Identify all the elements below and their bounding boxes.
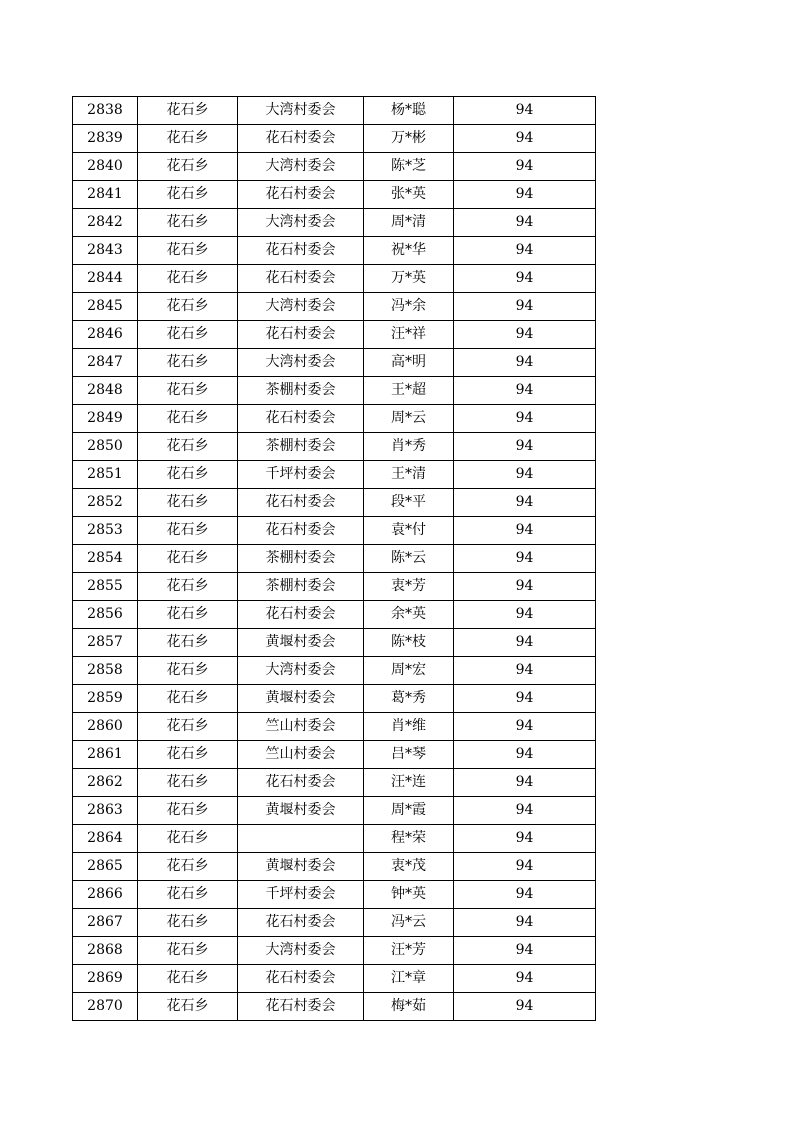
row-number-cell: 2868	[73, 937, 138, 965]
name-cell: 衷*茂	[364, 853, 454, 881]
town-cell: 花石乡	[138, 461, 238, 489]
table-row	[73, 881, 596, 909]
row-number-cell: 2845	[73, 293, 138, 321]
town-cell: 花石乡	[138, 517, 238, 545]
town-cell: 花石乡	[138, 993, 238, 1021]
row-number-cell: 2838	[73, 97, 138, 125]
row-number-cell: 2840	[73, 153, 138, 181]
name-cell: 段*平	[364, 489, 454, 517]
score-cell: 94	[454, 797, 596, 825]
town-cell: 花石乡	[138, 349, 238, 377]
row-number-cell: 2858	[73, 657, 138, 685]
score-cell: 94	[454, 713, 596, 741]
village-cell: 黄堰村委会	[238, 797, 364, 825]
score-cell: 94	[454, 573, 596, 601]
town-cell: 花石乡	[138, 377, 238, 405]
score-cell: 94	[454, 433, 596, 461]
village-cell: 茶棚村委会	[238, 433, 364, 461]
score-cell: 94	[454, 769, 596, 797]
name-cell: 陈*芝	[364, 153, 454, 181]
name-cell: 钟*英	[364, 881, 454, 909]
name-cell: 冯*余	[364, 293, 454, 321]
name-cell: 陈*云	[364, 545, 454, 573]
table-row	[73, 993, 596, 1021]
town-cell: 花石乡	[138, 265, 238, 293]
village-cell: 花石村委会	[238, 993, 364, 1021]
score-cell: 94	[454, 349, 596, 377]
village-cell: 黄堰村委会	[238, 853, 364, 881]
name-cell: 周*宏	[364, 657, 454, 685]
village-cell: 竺山村委会	[238, 741, 364, 769]
village-cell: 茶棚村委会	[238, 545, 364, 573]
town-cell: 花石乡	[138, 713, 238, 741]
score-cell: 94	[454, 97, 596, 125]
town-cell: 花石乡	[138, 237, 238, 265]
name-cell: 衷*芳	[364, 573, 454, 601]
data-table	[72, 96, 596, 1021]
town-cell: 花石乡	[138, 97, 238, 125]
town-cell: 花石乡	[138, 881, 238, 909]
town-cell: 花石乡	[138, 909, 238, 937]
score-cell: 94	[454, 629, 596, 657]
town-cell: 花石乡	[138, 769, 238, 797]
score-cell: 94	[454, 321, 596, 349]
score-cell: 94	[454, 489, 596, 517]
score-cell: 94	[454, 517, 596, 545]
score-cell: 94	[454, 209, 596, 237]
village-cell: 花石村委会	[238, 965, 364, 993]
row-number-cell: 2869	[73, 965, 138, 993]
town-cell: 花石乡	[138, 825, 238, 853]
town-cell: 花石乡	[138, 629, 238, 657]
village-cell: 花石村委会	[238, 405, 364, 433]
row-number-cell: 2841	[73, 181, 138, 209]
table-row	[73, 853, 596, 881]
score-cell: 94	[454, 741, 596, 769]
row-number-cell: 2852	[73, 489, 138, 517]
village-cell: 花石村委会	[238, 517, 364, 545]
village-cell: 大湾村委会	[238, 937, 364, 965]
name-cell: 杨*聪	[364, 97, 454, 125]
village-cell: 花石村委会	[238, 489, 364, 517]
town-cell: 花石乡	[138, 545, 238, 573]
row-number-cell: 2870	[73, 993, 138, 1021]
table-row	[73, 573, 596, 601]
name-cell: 程*荣	[364, 825, 454, 853]
score-cell: 94	[454, 237, 596, 265]
score-cell: 94	[454, 881, 596, 909]
row-number-cell: 2842	[73, 209, 138, 237]
table-row	[73, 461, 596, 489]
row-number-cell: 2867	[73, 909, 138, 937]
name-cell: 万*彬	[364, 125, 454, 153]
town-cell: 花石乡	[138, 433, 238, 461]
village-cell: 茶棚村委会	[238, 377, 364, 405]
name-cell: 王*超	[364, 377, 454, 405]
village-cell: 大湾村委会	[238, 293, 364, 321]
table-row	[73, 181, 596, 209]
score-cell: 94	[454, 265, 596, 293]
row-number-cell: 2849	[73, 405, 138, 433]
village-cell: 花石村委会	[238, 321, 364, 349]
town-cell: 花石乡	[138, 181, 238, 209]
row-number-cell: 2860	[73, 713, 138, 741]
score-cell: 94	[454, 601, 596, 629]
name-cell: 汪*连	[364, 769, 454, 797]
row-number-cell: 2857	[73, 629, 138, 657]
name-cell: 张*英	[364, 181, 454, 209]
row-number-cell: 2844	[73, 265, 138, 293]
table-row	[73, 713, 596, 741]
row-number-cell: 2864	[73, 825, 138, 853]
row-number-cell: 2856	[73, 601, 138, 629]
score-cell: 94	[454, 657, 596, 685]
village-cell: 花石村委会	[238, 125, 364, 153]
name-cell: 梅*茹	[364, 993, 454, 1021]
table-row	[73, 321, 596, 349]
row-number-cell: 2846	[73, 321, 138, 349]
score-cell: 94	[454, 909, 596, 937]
town-cell: 花石乡	[138, 853, 238, 881]
name-cell: 吕*琴	[364, 741, 454, 769]
row-number-cell: 2855	[73, 573, 138, 601]
score-cell: 94	[454, 993, 596, 1021]
village-cell: 花石村委会	[238, 237, 364, 265]
town-cell: 花石乡	[138, 125, 238, 153]
name-cell: 汪*芳	[364, 937, 454, 965]
table-row	[73, 629, 596, 657]
town-cell: 花石乡	[138, 573, 238, 601]
row-number-cell: 2863	[73, 797, 138, 825]
table-row	[73, 125, 596, 153]
score-cell: 94	[454, 853, 596, 881]
row-number-cell: 2839	[73, 125, 138, 153]
town-cell: 花石乡	[138, 797, 238, 825]
table-row	[73, 265, 596, 293]
name-cell: 祝*华	[364, 237, 454, 265]
name-cell: 江*章	[364, 965, 454, 993]
table-row	[73, 405, 596, 433]
village-cell: 千坪村委会	[238, 881, 364, 909]
table-row	[73, 237, 596, 265]
row-number-cell: 2850	[73, 433, 138, 461]
village-cell: 大湾村委会	[238, 97, 364, 125]
village-cell: 大湾村委会	[238, 209, 364, 237]
village-cell: 花石村委会	[238, 265, 364, 293]
village-cell: 茶棚村委会	[238, 573, 364, 601]
table-row	[73, 769, 596, 797]
table-row	[73, 685, 596, 713]
table-row	[73, 349, 596, 377]
score-cell: 94	[454, 377, 596, 405]
table-row	[73, 937, 596, 965]
row-number-cell: 2859	[73, 685, 138, 713]
row-number-cell: 2853	[73, 517, 138, 545]
name-cell: 袁*付	[364, 517, 454, 545]
town-cell: 花石乡	[138, 741, 238, 769]
score-cell: 94	[454, 125, 596, 153]
name-cell: 葛*秀	[364, 685, 454, 713]
table-row	[73, 797, 596, 825]
row-number-cell: 2866	[73, 881, 138, 909]
score-cell: 94	[454, 545, 596, 573]
village-cell: 花石村委会	[238, 601, 364, 629]
name-cell: 王*清	[364, 461, 454, 489]
score-cell: 94	[454, 293, 596, 321]
name-cell: 肖*秀	[364, 433, 454, 461]
row-number-cell: 2843	[73, 237, 138, 265]
name-cell: 汪*祥	[364, 321, 454, 349]
table-row	[73, 517, 596, 545]
name-cell: 万*英	[364, 265, 454, 293]
name-cell: 周*霞	[364, 797, 454, 825]
row-number-cell: 2851	[73, 461, 138, 489]
table-row	[73, 489, 596, 517]
table-row	[73, 657, 596, 685]
score-cell: 94	[454, 965, 596, 993]
score-cell: 94	[454, 685, 596, 713]
score-cell: 94	[454, 405, 596, 433]
score-cell: 94	[454, 153, 596, 181]
village-cell: 大湾村委会	[238, 153, 364, 181]
row-number-cell: 2865	[73, 853, 138, 881]
table-row	[73, 377, 596, 405]
village-cell: 花石村委会	[238, 181, 364, 209]
row-number-cell: 2854	[73, 545, 138, 573]
town-cell: 花石乡	[138, 937, 238, 965]
town-cell: 花石乡	[138, 321, 238, 349]
score-cell: 94	[454, 461, 596, 489]
row-number-cell: 2862	[73, 769, 138, 797]
village-cell: 花石村委会	[238, 909, 364, 937]
town-cell: 花石乡	[138, 601, 238, 629]
name-cell: 余*英	[364, 601, 454, 629]
town-cell: 花石乡	[138, 405, 238, 433]
village-cell: 大湾村委会	[238, 349, 364, 377]
town-cell: 花石乡	[138, 293, 238, 321]
score-cell: 94	[454, 181, 596, 209]
name-cell: 周*清	[364, 209, 454, 237]
village-cell: 竺山村委会	[238, 713, 364, 741]
table-row	[73, 97, 596, 125]
town-cell: 花石乡	[138, 965, 238, 993]
table-row	[73, 741, 596, 769]
row-number-cell: 2848	[73, 377, 138, 405]
name-cell: 周*云	[364, 405, 454, 433]
row-number-cell: 2861	[73, 741, 138, 769]
table-row	[73, 209, 596, 237]
table-row	[73, 965, 596, 993]
village-cell	[238, 825, 364, 853]
town-cell: 花石乡	[138, 489, 238, 517]
name-cell: 高*明	[364, 349, 454, 377]
village-cell: 大湾村委会	[238, 657, 364, 685]
name-cell: 陈*枝	[364, 629, 454, 657]
table-row	[73, 293, 596, 321]
name-cell: 肖*维	[364, 713, 454, 741]
town-cell: 花石乡	[138, 153, 238, 181]
score-cell: 94	[454, 937, 596, 965]
table-row	[73, 433, 596, 461]
table-row	[73, 909, 596, 937]
table-body	[73, 97, 596, 1021]
table-row	[73, 601, 596, 629]
town-cell: 花石乡	[138, 657, 238, 685]
village-cell: 黄堰村委会	[238, 629, 364, 657]
name-cell: 冯*云	[364, 909, 454, 937]
table-row	[73, 825, 596, 853]
village-cell: 千坪村委会	[238, 461, 364, 489]
village-cell: 黄堰村委会	[238, 685, 364, 713]
town-cell: 花石乡	[138, 209, 238, 237]
village-cell: 花石村委会	[238, 769, 364, 797]
town-cell: 花石乡	[138, 685, 238, 713]
row-number-cell: 2847	[73, 349, 138, 377]
table-row	[73, 545, 596, 573]
table-row	[73, 153, 596, 181]
score-cell: 94	[454, 825, 596, 853]
